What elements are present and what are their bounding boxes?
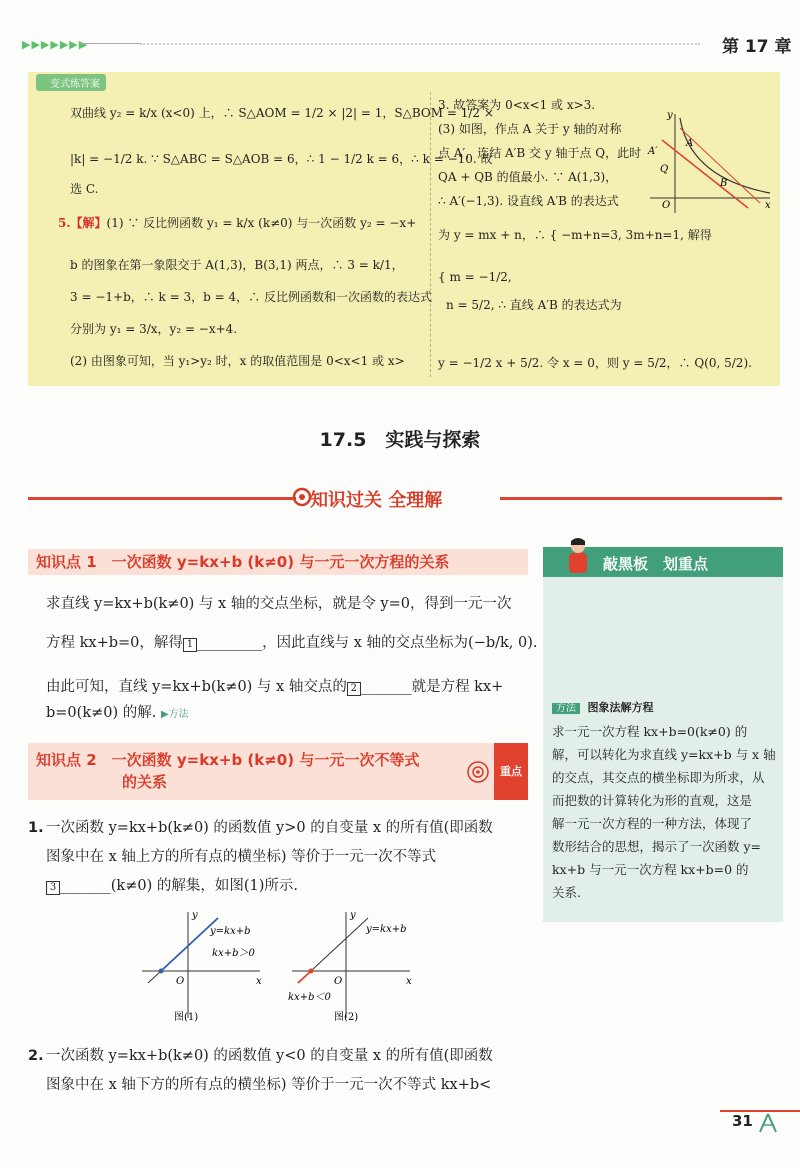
answer-right-line: ∴ A′(−1,3). 设直线 A′B 的表达式 [438, 194, 619, 208]
kp1-line4: b=0(k≠0) 的解. [46, 705, 157, 721]
fig1-caption: 图(1) [174, 1012, 199, 1023]
fig1-line-label: y=kx+b [210, 926, 251, 937]
sidebar-tag-wrap [552, 699, 654, 715]
sidebar-tag-title: 图象法解方程 [587, 701, 654, 714]
teacher-icon [563, 537, 593, 577]
answer-right-line: n = 5/2, ∴ 直线 A′B 的表达式为 [446, 298, 622, 312]
answer-fig-a: A [686, 138, 694, 149]
fig1-y-label: y [192, 910, 198, 921]
fig1-inequality: kx+b＞0 [212, 948, 255, 959]
sidebar-line: 解一元一次方程的一种方法，体现了 [552, 816, 753, 831]
fig2-negative-segment [298, 971, 311, 983]
sidebar-line: 关系. [552, 885, 581, 900]
answer-fig-o: O [662, 200, 671, 211]
fig2-inequality: kx+b＜0 [288, 992, 331, 1003]
fig1-x-label: x [256, 976, 262, 987]
fig2-line-label: y=kx+b [366, 924, 407, 935]
kp1-title: 知识点 1 一次函数 y=kx+b (k≠0) 与一元一次方程的关系 [28, 549, 528, 575]
answer-tag: 变式练答案 [36, 74, 106, 91]
item2-line2: 图象中在 x 轴下方的所有点的横坐标) 等价于一元一次不等式 kx+b< [46, 1077, 492, 1093]
figure-1 [138, 908, 268, 1030]
item1-line3-wrap [46, 876, 298, 896]
kp1-line3a: 由此可知，直线 y=kx+b(k≠0) 与 x 轴交点的 [46, 679, 347, 695]
header-rule [80, 43, 140, 44]
section-title: 17.5 实践与探索 [319, 429, 481, 451]
kp1-line4-wrap [46, 703, 189, 725]
answer-right-line: (3) 如图，作点 A 关于 y 轴的对称 [438, 122, 622, 136]
page-number: 31 [732, 1112, 753, 1130]
answer-right-line: 3. 故答案为 0<x<1 或 x>3. [438, 98, 596, 112]
banner-rule-left [28, 497, 296, 500]
sidebar-line: 的交点，其交点的横坐标即为所求，从 [552, 770, 765, 785]
kp1-line2a: 方程 kx+b=0，解得 [46, 635, 183, 651]
banner-title: 知识过关 全理解 [310, 490, 443, 511]
answer-divider [430, 92, 431, 377]
fig1-intercept-point [159, 969, 164, 974]
header-arrows: ▶▶▶▶▶▶▶ [22, 38, 89, 51]
answer-right-line: y = −1/2 x + 5/2. 令 x = 0，则 y = 5/2，∴ Q(0, 5/2). [438, 356, 752, 370]
compass-icon [756, 1112, 780, 1134]
kp1-line2 [46, 633, 538, 653]
kp2-title-line1: 知识点 2 一次函数 y=kx+b (k≠0) 与一元一次不等式 [36, 751, 420, 769]
sidebar-line: 解，可以转化为求直线 y=kx+b 与 x 轴 [552, 747, 776, 762]
kp1-line3 [46, 677, 503, 697]
q5-label: 5.【解】 [58, 216, 107, 230]
target-icon [466, 760, 490, 784]
answer-fig-b: B [720, 178, 728, 189]
item1-number: 1. [28, 820, 44, 836]
answer-fig-q: Q [660, 164, 669, 175]
answer-left-line: (2) 由图象可知，当 y₁>y₂ 时，x 的取值范围是 0<x<1 或 x> [70, 354, 405, 368]
answer-left-line: 双曲线 y₂ = k/x (x<0) 上，∴ S△AOM = 1/2 × |2| = 1，S△BOM = 1/2 × [70, 106, 494, 120]
sidebar-header [543, 547, 783, 577]
item1-line2: 图象中在 x 轴上方的所有点的横坐标) 等价于一元一次不等式 [46, 849, 437, 865]
blank-underline: _______ [360, 679, 412, 695]
item1-line1: 一次函数 y=kx+b(k≠0) 的函数值 y>0 的自变量 x 的所有值(即函数 [46, 820, 493, 836]
answer-fig-aprime: A′ [648, 146, 658, 157]
sidebar-line: 数形结合的思想，揭示了一次函数 y= [552, 839, 762, 854]
answer-left-line: 3 = −1+b，∴ k = 3，b = 4，∴ 反比例函数和一次函数的表达式 [70, 290, 432, 304]
header-dotted-rule [140, 43, 700, 45]
fig2-caption: 图(2) [334, 1012, 359, 1023]
fig2-x-label: x [406, 976, 412, 987]
banner-rule-right [500, 497, 782, 500]
blank-underline: _______ [60, 878, 111, 894]
fig1-origin: O [176, 976, 185, 987]
answer-left-line: b 的图象在第一象限交于 A(1,3)，B(3,1) 两点，∴ 3 = k/1， [70, 258, 404, 272]
item2-line1: 一次函数 y=kx+b(k≠0) 的函数值 y<0 的自变量 x 的所有值(即函数 [46, 1048, 493, 1064]
kp1-line1: 求直线 y=kx+b(k≠0) 与 x 轴的交点坐标，就是令 y=0，得到一元一次 [46, 596, 512, 612]
answer-left-line: 选 C. [70, 182, 99, 196]
answer-left-line: (1) ∵ 反比例函数 y₁ = k/x (k≠0) 与一次函数 y₂ = −x+ [106, 216, 417, 230]
fig2-intercept-point [309, 969, 314, 974]
sidebar-line: 而把数的计算转化为形的直观，这是 [552, 793, 753, 808]
sidebar-body [552, 720, 778, 904]
kp2-title [28, 743, 494, 800]
answer-right-line: 点 A′，连结 A′B 交 y 轴于点 Q，此时 [438, 146, 642, 160]
kp1-line2b: ，因此直线与 x 轴的交点坐标为 [262, 635, 469, 651]
answer-figure [640, 108, 775, 218]
item2-number: 2. [28, 1048, 44, 1064]
answer-right-line: 为 y = mx + n，∴ { −m+n=3, 3m+n=1, 解得 [438, 228, 712, 242]
blank-box-3: 3 [46, 881, 60, 895]
blank-box-1: 1 [183, 638, 197, 652]
key-point-badge: 重点 [494, 743, 528, 800]
fig2-y-label: y [350, 910, 356, 921]
fig2-origin: O [334, 976, 343, 987]
sidebar-line: kx+b 与一元一次方程 kx+b=0 的 [552, 862, 749, 877]
kp2-title-line2: 的关系 [122, 773, 168, 791]
blank-box-2: 2 [347, 682, 361, 696]
figure-2 [288, 908, 418, 1030]
blank-underline: _________ [196, 635, 263, 651]
answer-right-line: { m = −1/2, [438, 270, 512, 284]
method-link[interactable]: ▶方法 [160, 709, 189, 720]
chapter-label: 第 17 章 [722, 37, 792, 57]
sidebar-tag: 方法 [552, 703, 580, 714]
q5-line [58, 214, 416, 231]
answer-left-line: |k| = −1/2 k. ∵ S△ABC = S△AOB = 6，∴ 1 − 1/2 k = 6，∴ k = −10. 故 [70, 152, 493, 166]
answer-fig-x: x [765, 200, 771, 211]
item1-line3: (k≠0) 的解集，如图(1)所示. [110, 878, 298, 894]
sidebar-line: 求一元一次方程 kx+b=0(k≠0) 的 [552, 724, 748, 739]
answer-fig-y: y [667, 110, 673, 121]
banner-swirl-icon [292, 486, 312, 508]
answer-right-line: QA + QB 的值最小. ∵ A(1,3)， [438, 170, 618, 184]
kp1-coord: (−b/k, 0). [468, 635, 538, 651]
sidebar-title: 敲黑板 划重点 [603, 555, 709, 573]
kp1-line3b: 就是方程 kx+ [411, 679, 504, 695]
answer-left-line: 分别为 y₁ = 3/x，y₂ = −x+4. [70, 322, 238, 336]
